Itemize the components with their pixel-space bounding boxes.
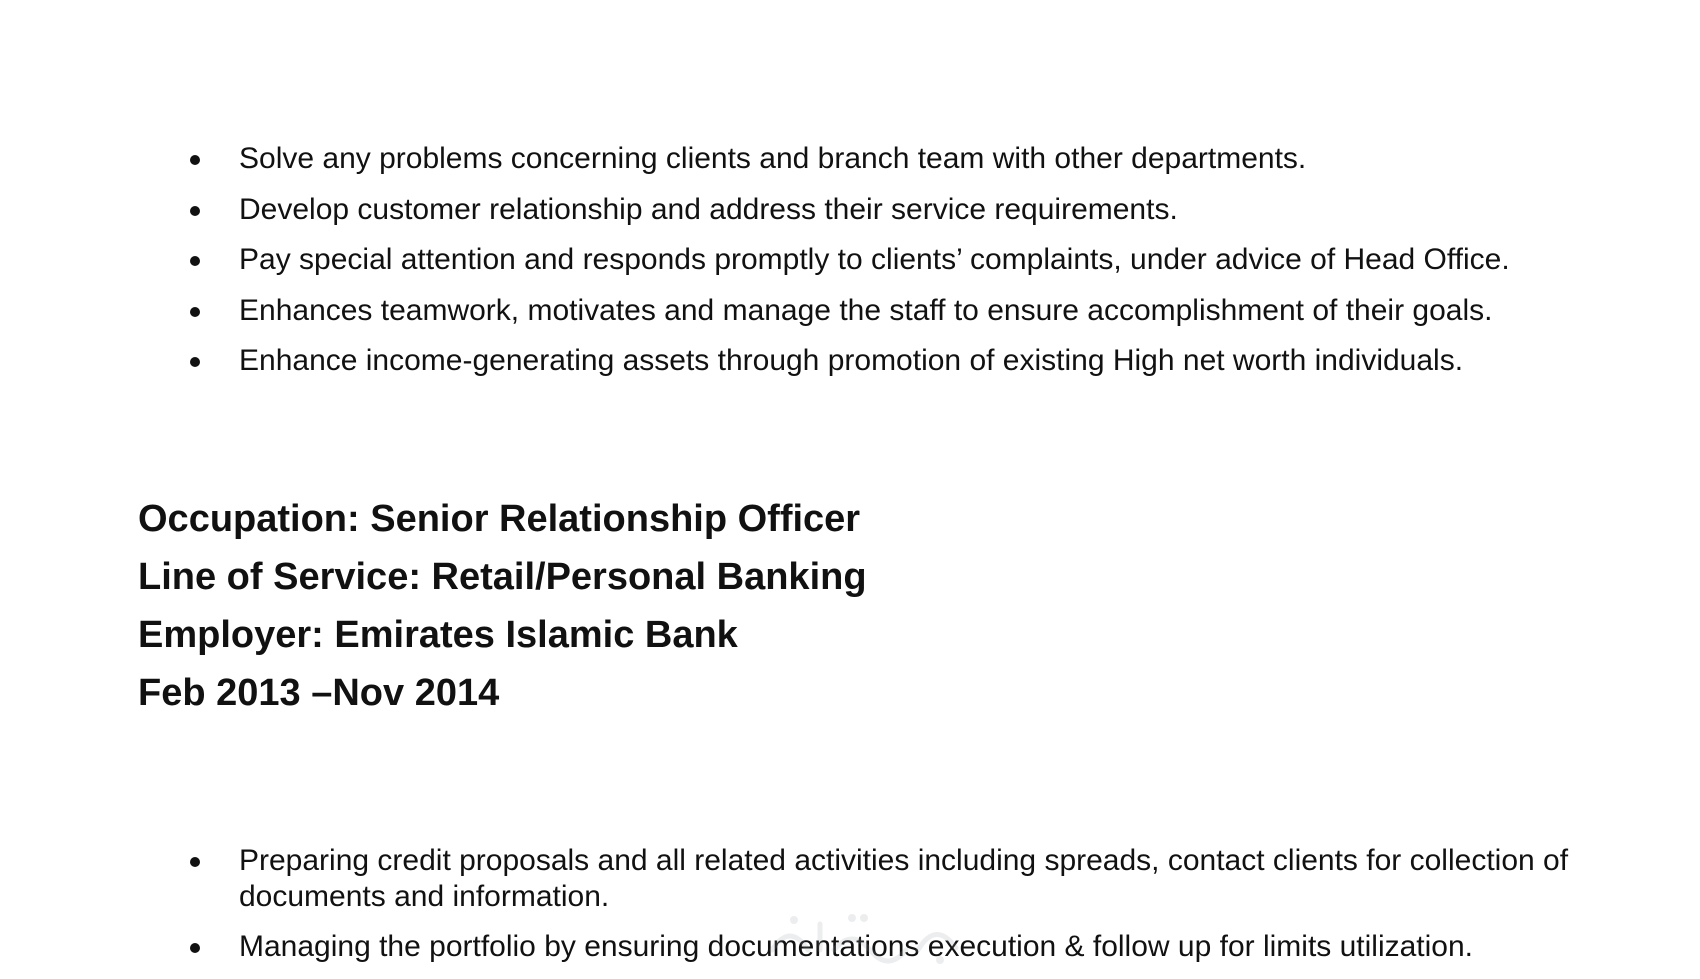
watermark-logo-icon	[760, 910, 970, 966]
list-item-text: Preparing credit proposals and all related activities including spreads, contact clients for collection of documents and information.	[239, 844, 1569, 913]
bullet-icon	[190, 155, 200, 165]
list-item-text: Enhances teamwork, motivates and manage the staff to ensure accomplishment of their goals.	[239, 293, 1493, 327]
employment-dates: Feb 2013 –Nov 2014	[138, 672, 500, 714]
list-item	[0, 192, 1700, 228]
list-item	[0, 843, 1700, 915]
bullet-icon	[190, 206, 200, 216]
list-item-text: Managing the portfolio by ensuring documentations execution & follow up for limits utilization.	[239, 930, 1474, 963]
bullet-icon	[190, 943, 200, 953]
job-header	[138, 490, 867, 722]
list-item	[0, 343, 1700, 379]
list-item	[0, 242, 1700, 278]
list-item-text: Pay special attention and responds promptly to clients’ complaints, under advice of Head Office.	[239, 243, 1510, 276]
list-item-text: Enhance income-generating assets through promotion of existing High net worth individuals.	[239, 344, 1464, 377]
bullet-icon	[190, 357, 200, 367]
list-item	[0, 141, 1700, 177]
occupation-heading: Occupation: Senior Relationship Officer	[138, 498, 861, 540]
list-item	[0, 293, 1700, 329]
list-item-text: Develop customer relationship and address their service requirements.	[239, 192, 1178, 226]
bullet-icon	[190, 256, 200, 266]
list-item-text: Solve any problems concerning clients and branch team with other departments.	[239, 142, 1307, 175]
bullet-icon	[190, 307, 200, 317]
bullet-icon	[190, 857, 200, 867]
employer-heading: Employer: Emirates Islamic Bank	[138, 614, 738, 656]
line-of-service-heading: Line of Service: Retail/Personal Banking	[138, 556, 867, 598]
responsibilities-list-top	[0, 141, 1700, 394]
